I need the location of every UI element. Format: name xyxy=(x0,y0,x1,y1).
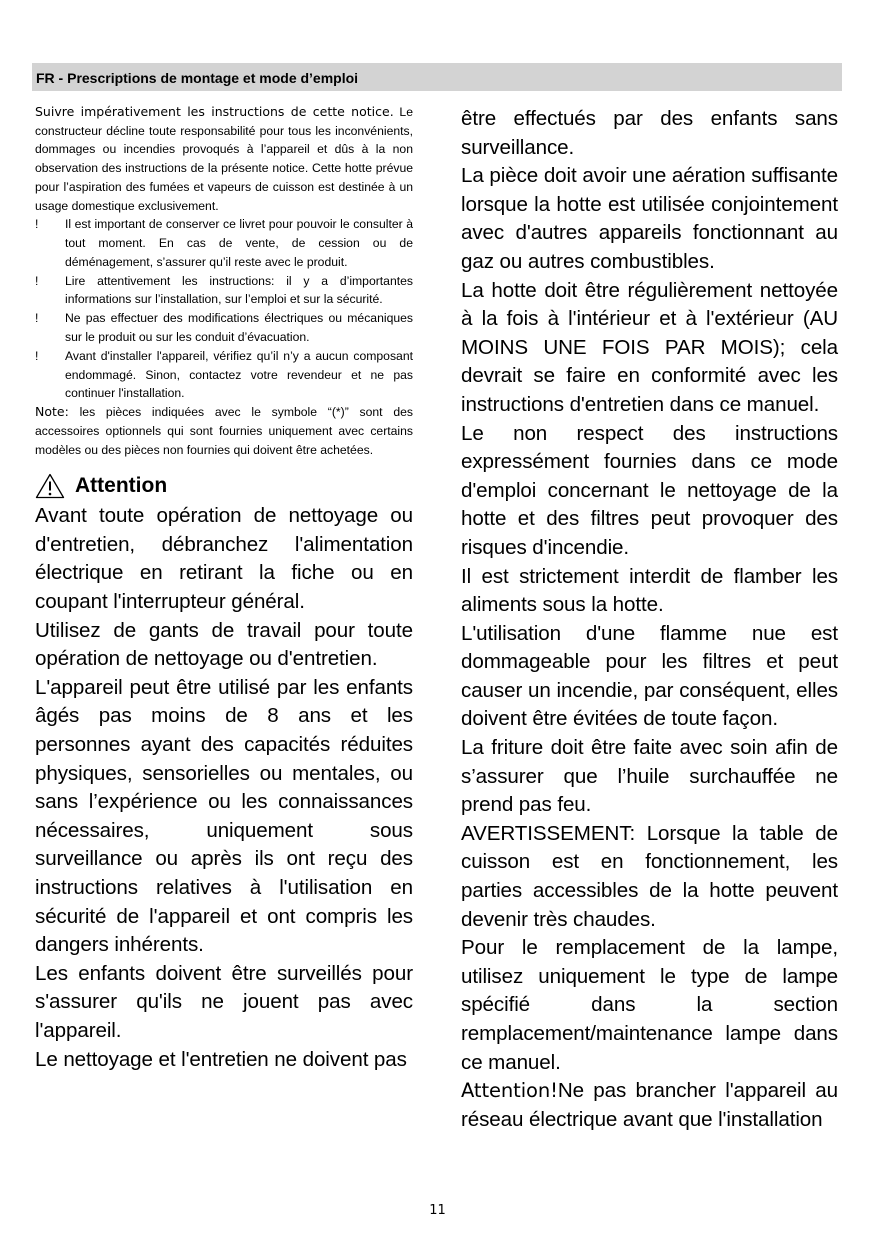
list-item-text: Ne pas effectuer des modifications électriques ou mécaniques sur le produit ou sur les conduit d’évacuation. xyxy=(65,311,413,344)
attention-heading xyxy=(35,470,413,502)
intro-body: Le constructeur décline toute responsabilité pour tous les inconvénients, dommages ou incendies provoqués à l’appareil et dûs à la non observation des instructions de la présente notice. Cette hotte prévue pour l’aspiration des fumées et vapeurs de cuisson est destinée à un usage domestique exclusivement. xyxy=(35,105,413,213)
paragraph: Utilisez de gants de travail pour toute opération de nettoyage ou d'entretien. xyxy=(35,618,413,671)
paragraph: L'utilisation d'une flamme nue est dommageable pour les filtres et peut causer un incendie, par conséquent, elles doivent être évitées de toute façon. xyxy=(461,621,838,731)
attention-title: Attention xyxy=(75,474,168,498)
page-number: 11 xyxy=(429,1203,446,1218)
warning-triangle-icon xyxy=(35,473,65,499)
paragraph: Le non respect des instructions expressément fournies dans ce mode d'emploi concernant le nettoyage de la hotte et des filtres peut provoquer des risques d'incendie. xyxy=(461,421,838,559)
list-item xyxy=(35,272,413,310)
exclamation-marker: ! xyxy=(35,217,39,232)
paragraph: Avant toute opération de nettoyage ou d'entretien, débranchez l'alimentation électrique en retirant la fiche ou en coupant l'interrupteur général. xyxy=(35,504,413,614)
paragraph: Le nettoyage et l'entretien ne doivent pas xyxy=(35,1047,407,1071)
paragraph: La friture doit être faite avec soin afin de s’assurer que l’huile surchauffée ne prend pas feu. xyxy=(461,736,838,817)
intro-lead: Suivre impérativement les instructions de cette notice. xyxy=(35,104,394,119)
paragraph: Les enfants doivent être surveillés pour s'assurer qu'ils ne jouent pas avec l'appareil. xyxy=(35,961,413,1042)
paragraph: L'appareil peut être utilisé par les enfants âgés pas moins de 8 ans et les personnes ayant des capacités réduites physiques, sensorielles ou mentales, ou sans l’expérience ou les connaissances nécessaires, uniquement sous surveillance ou après ils ont reçu des instructions relatives à l'utilisation en sécurité de l'appareil et ont compris les dangers inhérents. xyxy=(35,675,413,957)
warning-list xyxy=(35,215,413,403)
final-attention-body: Ne pas brancher l'appareil au réseau électrique avant que l'installation xyxy=(461,1079,838,1131)
list-item xyxy=(35,309,413,347)
paragraph: AVERTISSEMENT: Lorsque la table de cuisson est en fonctionnement, les parties accessibles de la hotte peuvent devenir très chaudes. xyxy=(461,821,838,931)
right-column xyxy=(461,103,838,1134)
intro-paragraph xyxy=(35,103,413,215)
note-body: les pièces indiquées avec le symbole “(*)” sont des accessoires optionnels qui sont fournies uniquement avec certains modèles ou des pièces non fournies qui doivent être achetées. xyxy=(35,405,413,457)
final-attention-paragraph xyxy=(461,1077,838,1134)
paragraph: être effectués par des enfants sans surveillance. xyxy=(461,107,838,159)
list-item xyxy=(35,347,413,403)
section-title: FR - Prescriptions de montage et mode d’emploi xyxy=(36,70,359,86)
paragraph: Pour le remplacement de la lampe, utilisez uniquement le type de lampe spécifié dans la section remplacement/maintenance lampe dans ce manuel. xyxy=(461,936,838,1074)
left-column xyxy=(35,103,413,1074)
exclamation-marker: ! xyxy=(35,311,39,326)
list-item-text: Il est important de conserver ce livret pour pouvoir le consulter à tout moment. En cas de vente, de cession ou de déménagement, s’assurer qu’il reste avec le produit. xyxy=(65,217,413,269)
list-item-text: Lire attentivement les instructions: il y a d’importantes informations sur l’installation, sur l’emploi et sur la sécurité. xyxy=(65,273,413,307)
list-item-text: Avant d'installer l'appareil, vérifiez qu’il n’y a aucun composant endommagé. Sinon, contactez votre revendeur et ne pas continuer l'installation. xyxy=(65,348,413,401)
paragraph: La hotte doit être régulièrement nettoyée à la fois à l'intérieur et à l'extérieur (AU MOINS UNE FOIS PAR MOIS); cela devrait se faire en conformité avec les instructions d'entretien dans ce manuel. xyxy=(461,278,838,416)
exclamation-marker: ! xyxy=(35,348,39,363)
exclamation-marker: ! xyxy=(35,273,39,288)
paragraph: La pièce doit avoir une aération suffisante lorsque la hotte est utilisée conjointement avec d'autres appareils fonctionnant au gaz ou autres combustibles. xyxy=(461,164,838,273)
note-lead: Note: xyxy=(35,404,69,420)
final-attention-lead: Attention! xyxy=(461,1079,558,1103)
note-paragraph xyxy=(35,403,413,459)
section-header-bar xyxy=(32,63,842,91)
list-item xyxy=(35,215,413,271)
paragraph: Il est strictement interdit de flamber les aliments sous la hotte. xyxy=(461,564,838,617)
